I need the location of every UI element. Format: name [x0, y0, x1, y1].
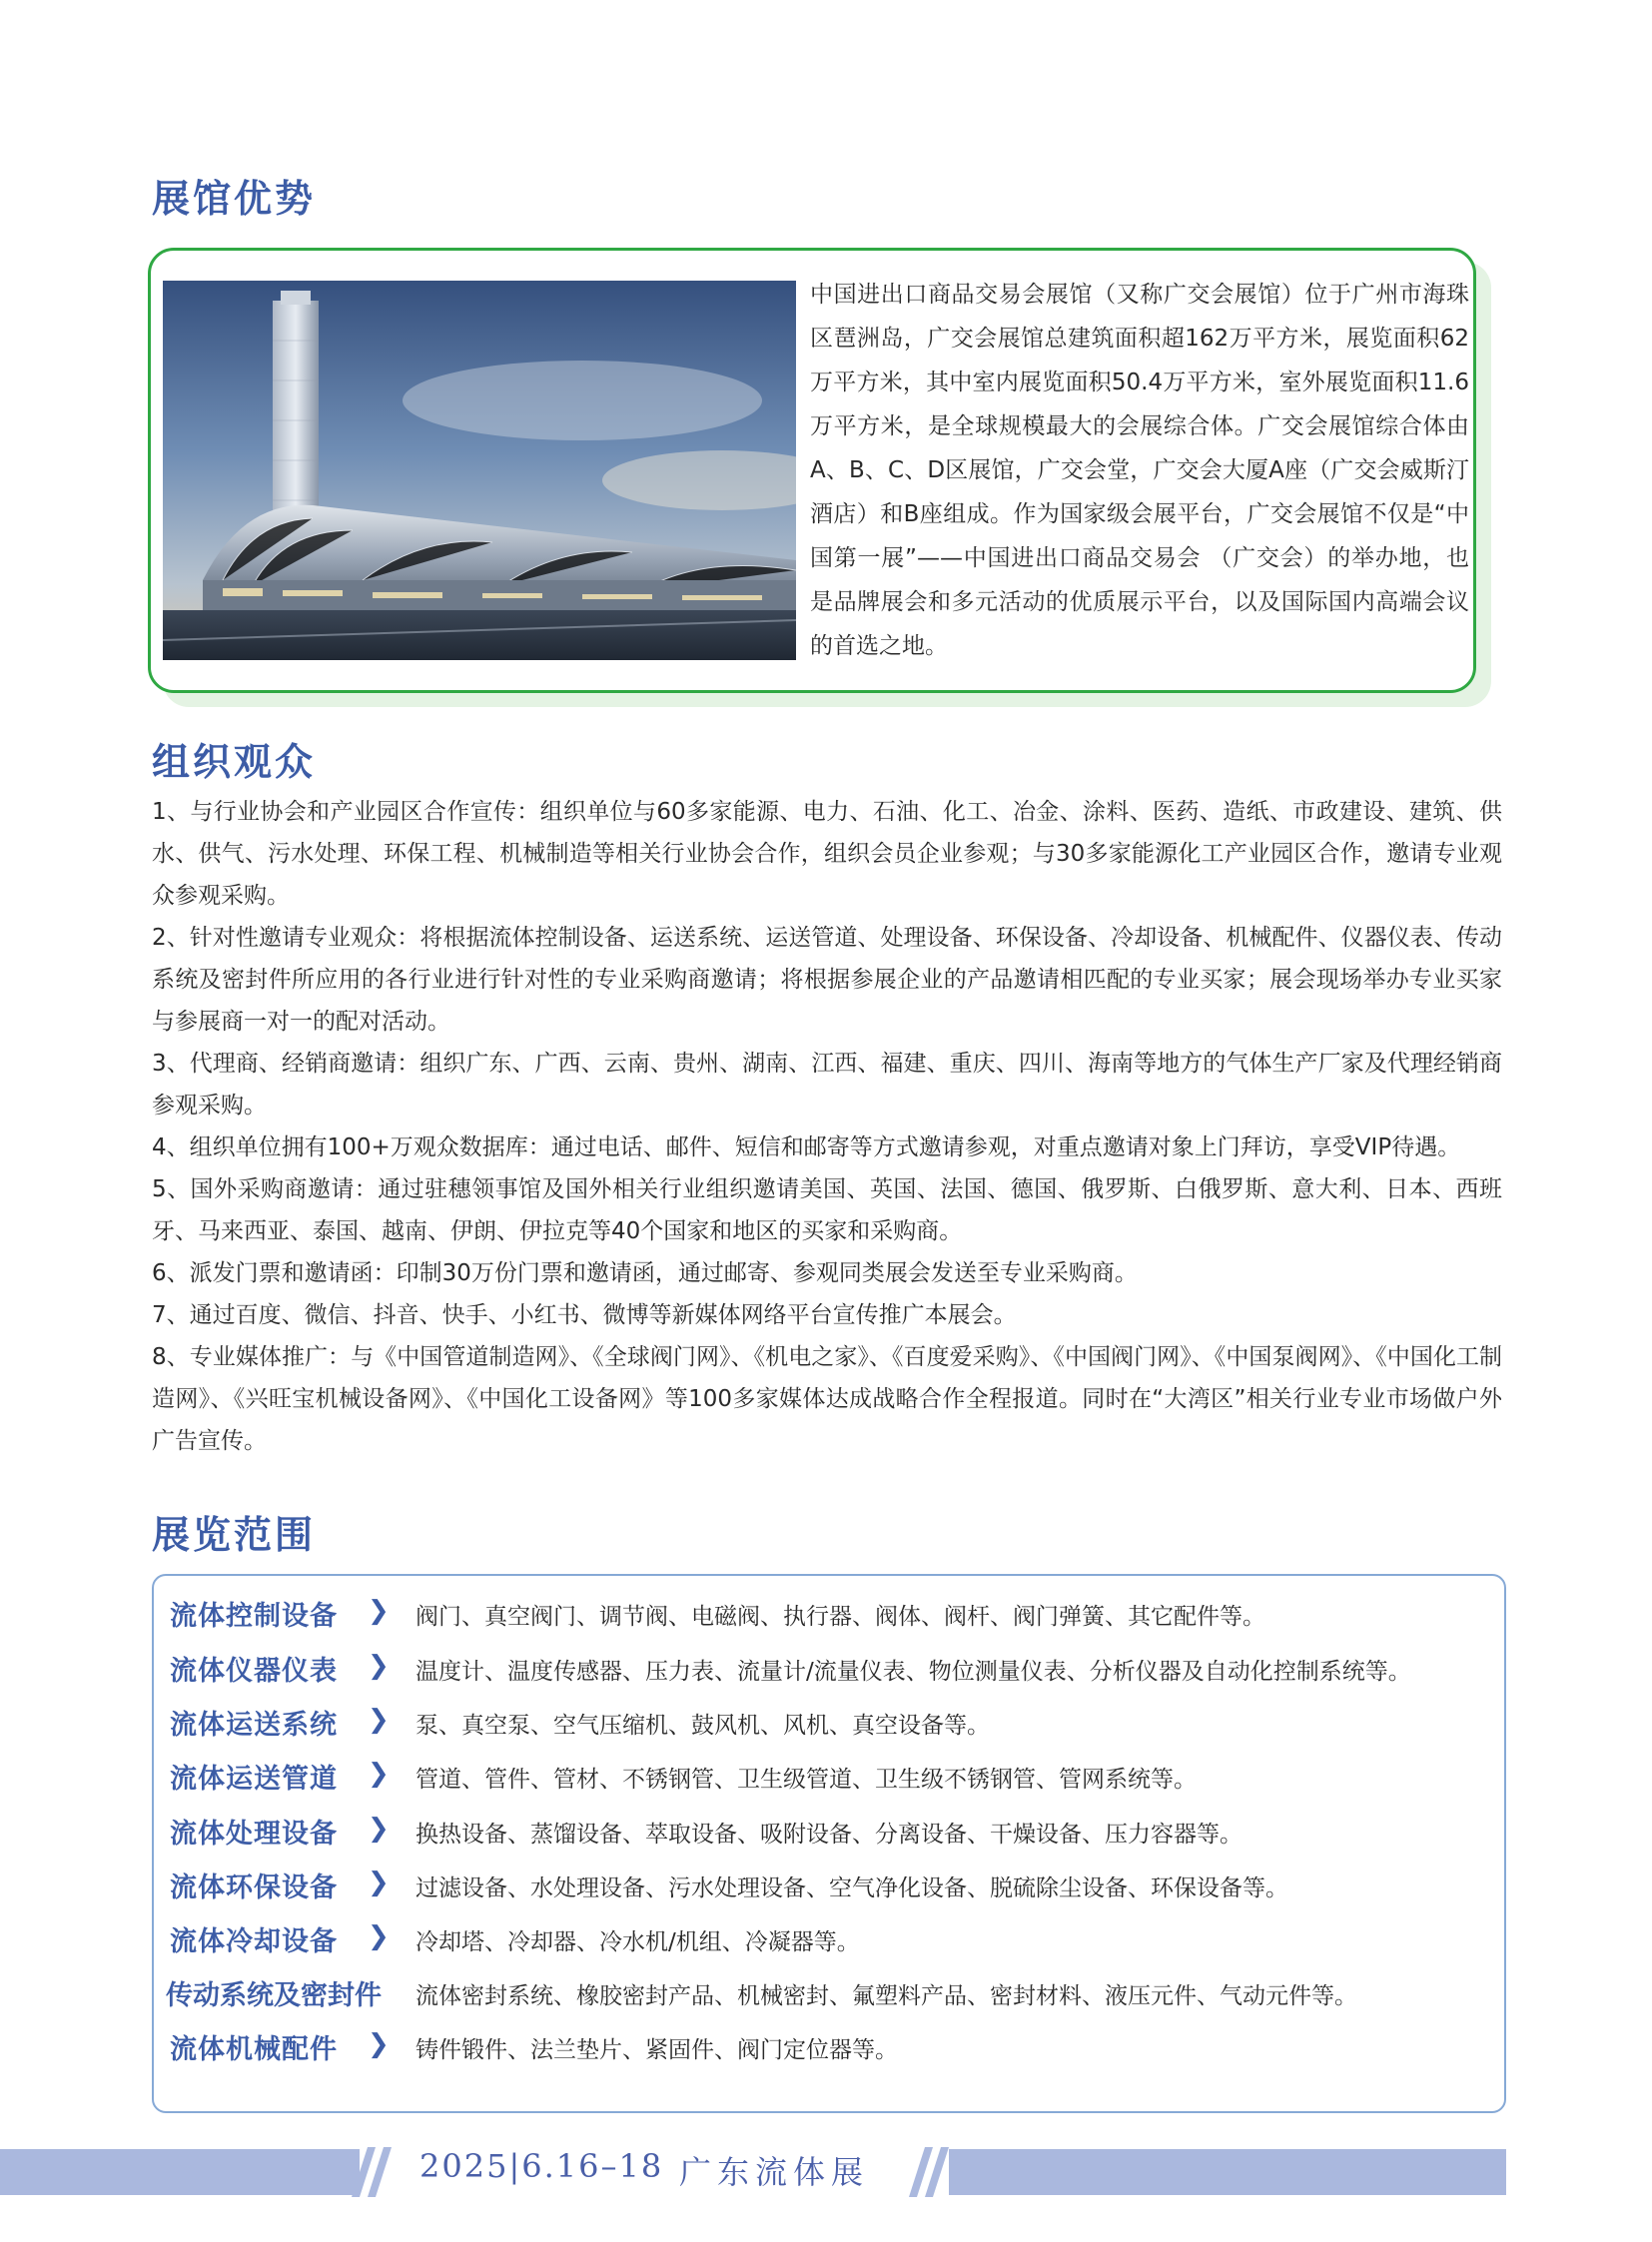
scope-category: 流体控制设备 — [170, 1601, 338, 1632]
chevron-right-icon: ❯ — [368, 1868, 390, 1897]
scope-category: 流体机械配件 — [170, 2034, 338, 2065]
footer-bar-right — [949, 2149, 1506, 2195]
scope-row — [154, 1812, 1504, 1852]
scope-row — [154, 1649, 1504, 1689]
scope-items: 冷却塔、冷却器、冷水机/机组、冷凝器等。 — [415, 1929, 860, 1955]
scope-items: 管道、管件、管材、不锈钢管、卫生级管道、卫生级不锈钢管、管网系统等。 — [415, 1767, 1197, 1793]
scope-row — [154, 1866, 1504, 1905]
audience-item-3: 3、代理商、经销商邀请：组织广东、广西、云南、贵州、湖南、江西、福建、重庆、四川、海南等地方的气体生产厂家及代理经销商参观采购。 — [152, 1051, 1502, 1119]
chevron-right-icon: ❯ — [368, 1651, 390, 1681]
scope-box — [152, 1574, 1506, 2113]
scope-category: 流体处理设备 — [170, 1819, 338, 1850]
venue-section-title: 展馆优势 — [152, 177, 317, 221]
chevron-right-icon: ❯ — [368, 1705, 390, 1735]
scope-row — [154, 1757, 1504, 1797]
scope-items: 流体密封系统、橡胶密封产品、机械密封、氟塑料产品、密封材料、液压元件、气动元件等。 — [415, 1983, 1357, 2009]
scope-category: 流体冷却设备 — [170, 1926, 338, 1957]
footer-bar-left — [0, 2149, 360, 2195]
audience-item-4: 4、组织单位拥有100+万观众数据库：通过电话、邮件、短信和邮寄等方式邀请参观，对重点邀请对象上门拜访，享受VIP待遇。 — [152, 1134, 1461, 1160]
audience-item-5: 5、国外采购商邀请：通过驻穗领事馆及国外相关行业组织邀请美国、英国、法国、德国、俄罗斯、白俄罗斯、意大利、日本、西班牙、马来西亚、泰国、越南、伊朗、伊拉克等40个国家和地区的买家和采购商。 — [152, 1176, 1502, 1244]
venue-description: 中国进出口商品交易会展馆（又称广交会展馆）位于广州市海珠区琶洲岛，广交会展馆总建筑面积超162万平方米，展览面积62万平方米，其中室内展览面积50.4万平方米，室外展览面积11.6万平方米，是全球规模最大的会展综合体。广交会展馆综合体由A、B、C、D区展馆，广交会堂，广交会大厦A座（广交会威斯汀酒店）和B座组成。作为国家级会展平台，广交会展馆不仅是“中国第一展”——中国进出口商品交易会 （广交会）的举办地，也是品牌展会和多元活动的优质展示平台，以及国际国内高端会议的首选之地。 — [810, 282, 1469, 659]
chevron-right-icon: ❯ — [368, 1921, 390, 1951]
scope-row — [154, 1973, 1504, 2013]
chevron-right-icon: ❯ — [368, 1596, 390, 1626]
scope-category: 流体运送管道 — [170, 1764, 338, 1795]
scope-row — [154, 2027, 1504, 2067]
scope-items: 温度计、温度传感器、压力表、流量计/流量仪表、物位测量仪表、分析仪器及自动化控制系统等。 — [415, 1659, 1411, 1685]
scope-items: 泵、真空泵、空气压缩机、鼓风机、风机、真空设备等。 — [415, 1713, 990, 1739]
scope-items: 阀门、真空阀门、调节阀、电磁阀、执行器、阀体、阀杆、阀门弹簧、其它配件等。 — [415, 1604, 1265, 1630]
audience-list — [152, 791, 1502, 1462]
audience-item-7: 7、通过百度、微信、抖音、快手、小红书、微博等新媒体网络平台宣传推广本展会。 — [152, 1302, 1017, 1328]
scope-category: 传动系统及密封件 — [166, 1980, 382, 2011]
audience-section-title: 组织观众 — [152, 740, 317, 784]
venue-photo — [163, 281, 796, 660]
scope-row — [154, 1594, 1504, 1634]
audience-item-6: 6、派发门票和邀请函：印制30万份门票和邀请函，通过邮寄、参观同类展会发送至专业采购商。 — [152, 1260, 1138, 1286]
venue-box — [148, 248, 1476, 693]
exhibition-hall-image — [163, 281, 796, 660]
chevron-right-icon: ❯ — [368, 2029, 390, 2059]
scope-section-title: 展览范围 — [152, 1513, 317, 1557]
scope-items: 过滤设备、水处理设备、污水处理设备、空气净化设备、脱硫除尘设备、环保设备等。 — [415, 1875, 1288, 1901]
footer-slash-left — [350, 2147, 400, 2197]
footer-expo-name: 广东流体展 — [679, 2153, 870, 2191]
footer-date: 2025|6.16–18 — [419, 2147, 664, 2185]
scope-category: 流体环保设备 — [170, 1872, 338, 1903]
scope-row — [154, 1919, 1504, 1959]
audience-item-2: 2、针对性邀请专业观众：将根据流体控制设备、运送系统、运送管道、处理设备、环保设备、冷却设备、机械配件、仪器仪表、传动系统及密封件所应用的各行业进行针对性的专业采购商邀请；将根据参展企业的产品邀请相匹配的专业买家；展会现场举办专业买家与参展商一对一的配对活动。 — [152, 925, 1502, 1035]
chevron-right-icon: ❯ — [368, 1814, 390, 1844]
scope-items: 铸件锻件、法兰垫片、紧固件、阀门定位器等。 — [415, 2037, 898, 2063]
audience-item-1: 1、与行业协会和产业园区合作宣传：组织单位与60多家能源、电力、石油、化工、冶金、涂料、医药、造纸、市政建设、建筑、供水、供气、污水处理、环保工程、机械制造等相关行业协会合作，组织会员企业参观；与30多家能源化工产业园区合作，邀请专业观众参观采购。 — [152, 799, 1502, 909]
chevron-right-icon: ❯ — [368, 1759, 390, 1789]
scope-category: 流体仪器仪表 — [170, 1656, 338, 1687]
scope-category: 流体运送系统 — [170, 1710, 338, 1741]
scope-items: 换热设备、蒸馏设备、萃取设备、吸附设备、分离设备、干燥设备、压力容器等。 — [415, 1822, 1242, 1848]
scope-row — [154, 1703, 1504, 1743]
audience-item-8: 8、专业媒体推广：与《中国管道制造网》、《全球阀门网》、《机电之家》、《百度爱采购》、《中国阀门网》、《中国泵阀网》、《中国化工制造网》、《兴旺宝机械设备网》、《中国化工设备网》等100多家媒体达成战略合作全程报道。同时在“大湾区”相关行业专业市场做户外广告宣传。 — [152, 1344, 1502, 1454]
